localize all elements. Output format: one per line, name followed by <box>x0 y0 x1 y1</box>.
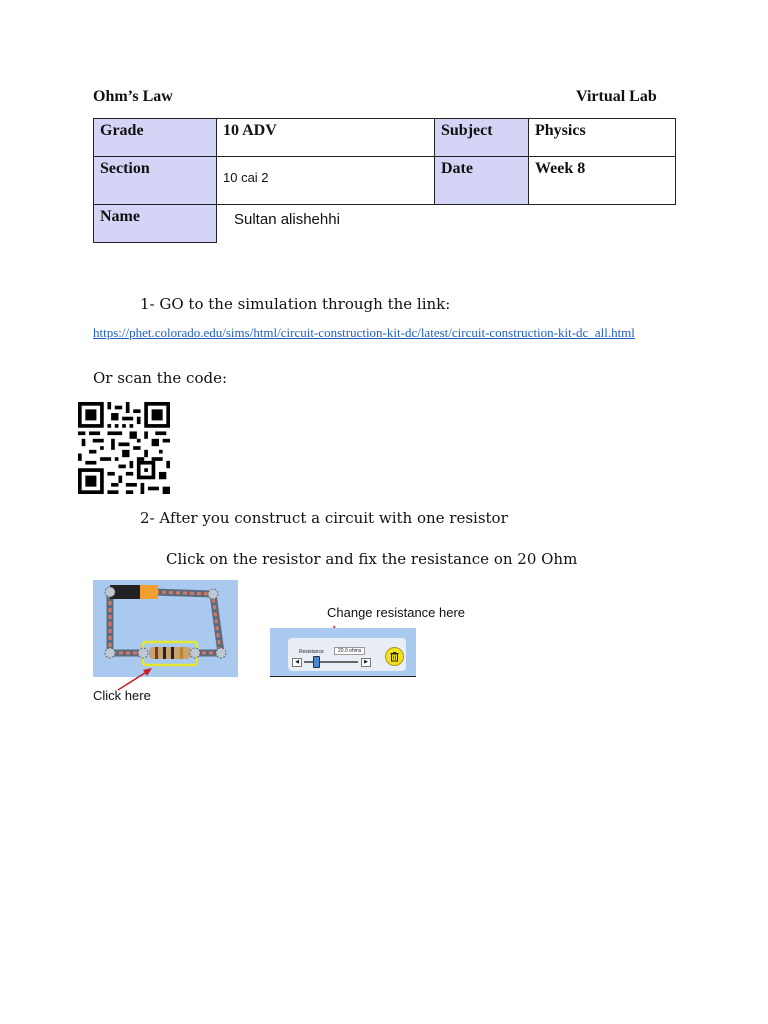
subject-label: Subject <box>435 119 529 157</box>
change-resistance-caption: Change resistance here <box>327 605 466 620</box>
step-2-instruction: Click on the resistor and fix the resistance on 20 Ohm <box>166 550 578 568</box>
doc-type: Virtual Lab <box>576 88 657 105</box>
doc-title: Ohm’s Law <box>93 88 173 105</box>
trash-icon <box>386 648 403 665</box>
simulation-link[interactable]: https://phet.colorado.edu/sims/html/circuit-construction-kit-dc/latest/circuit-construction-kit-dc_all.html <box>93 325 635 340</box>
qr-code-icon <box>75 402 173 494</box>
section-value: 10 cai 2 <box>217 157 435 205</box>
date-label: Date <box>435 157 529 205</box>
step-2-text: 2- After you construct a circuit with one resistor <box>140 509 508 527</box>
trash-button[interactable] <box>385 647 404 666</box>
name-value: Sultan alishehhi <box>234 211 340 228</box>
name-label: Name <box>94 205 217 243</box>
grade-value: 10 ADV <box>217 119 435 157</box>
section-label: Section <box>94 157 217 205</box>
scan-instruction: Or scan the code: <box>93 369 228 387</box>
subject-value: Physics <box>529 119 676 157</box>
step-1-text: 1- GO to the simulation through the link: <box>140 295 451 313</box>
increase-resistance-button[interactable]: ▶ <box>361 658 371 667</box>
decrease-resistance-button[interactable]: ◀ <box>292 658 302 667</box>
click-here-caption: Click here <box>93 688 151 703</box>
grade-label: Grade <box>94 119 217 157</box>
resistance-label: Resistance <box>299 649 324 655</box>
resistance-value-readout: 20.0 ohms <box>334 647 365 655</box>
resistance-slider-thumb[interactable] <box>313 656 320 668</box>
resistance-panel <box>270 628 416 677</box>
date-value: Week 8 <box>529 157 676 205</box>
student-info-table <box>93 118 676 243</box>
